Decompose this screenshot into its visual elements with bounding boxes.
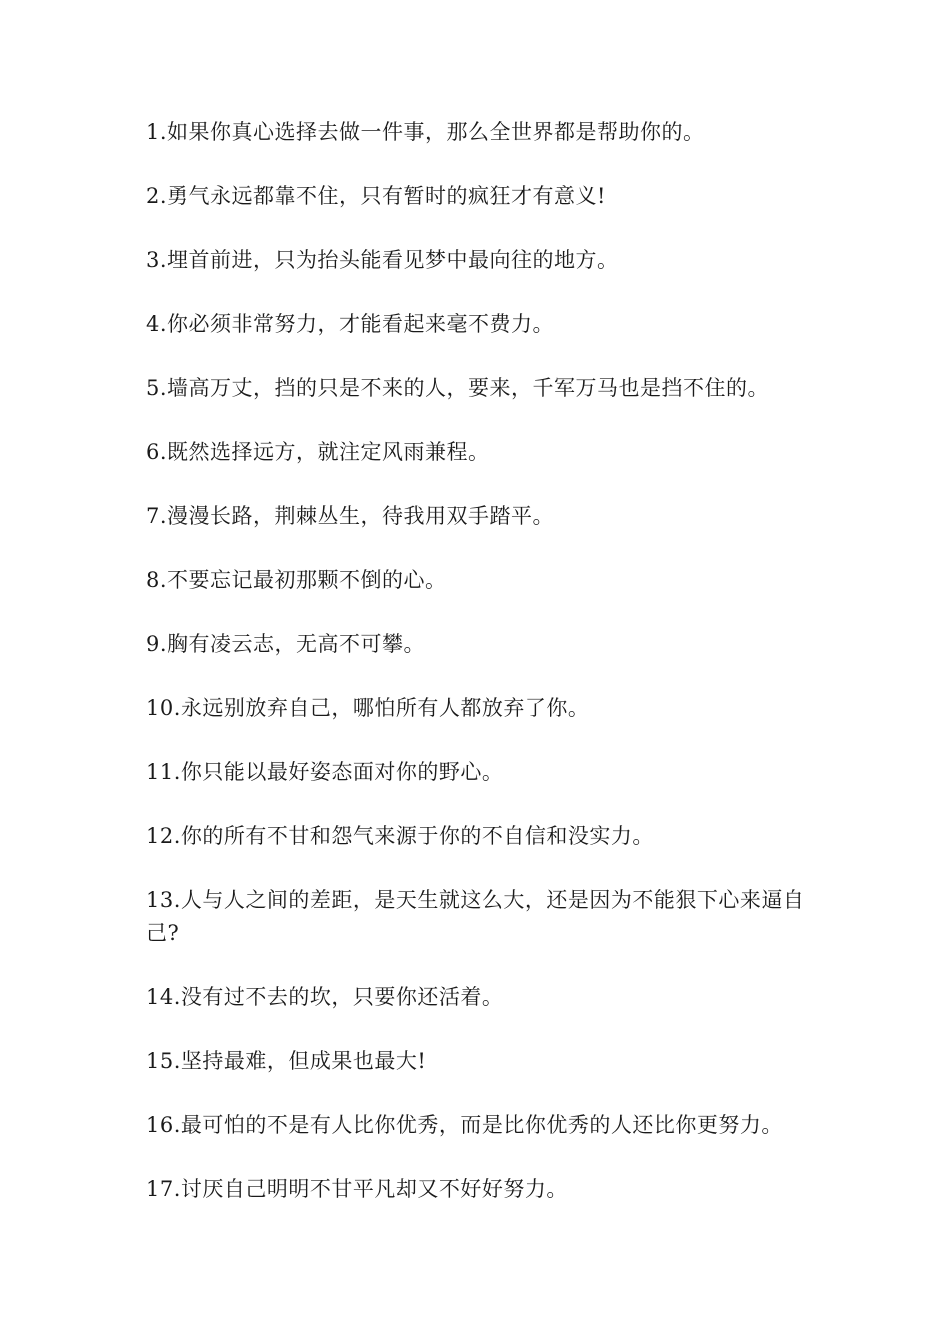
quote-item: 14.没有过不去的坎，只要你还活着。 (146, 985, 504, 1009)
quote-item: 7.漫漫长路，荆棘丛生，待我用双手踏平。 (146, 504, 555, 528)
quote-item: 12.你的所有不甘和怨气来源于你的不自信和没实力。 (146, 824, 654, 848)
quote-item: 2.勇气永远都靠不住，只有暂时的疯狂才有意义! (146, 184, 606, 208)
quote-item: 4.你必须非常努力，才能看起来毫不费力。 (146, 312, 555, 336)
quote-item: 10.永远别放弃自己，哪怕所有人都放弃了你。 (146, 696, 590, 720)
quote-item: 13.人与人之间的差距，是天生就这么大，还是因为不能狠下心来逼自己? (146, 888, 805, 945)
quote-item: 1.如果你真心选择去做一件事，那么全世界都是帮助你的。 (146, 120, 705, 144)
quote-item: 9.胸有凌云志，无高不可攀。 (146, 632, 426, 656)
quote-item: 15.坚持最难，但成果也最大! (146, 1049, 427, 1073)
quote-item: 8.不要忘记最初那颗不倒的心。 (146, 568, 447, 592)
quote-item: 6.既然选择远方，就注定风雨兼程。 (146, 440, 490, 464)
quote-list (146, 116, 816, 1237)
quote-item: 16.最可怕的不是有人比你优秀，而是比你优秀的人还比你更努力。 (146, 1113, 783, 1137)
quote-item: 3.埋首前进，只为抬头能看见梦中最向往的地方。 (146, 248, 619, 272)
quote-item: 5.墙高万丈，挡的只是不来的人，要来，千军万马也是挡不住的。 (146, 376, 770, 400)
quote-item: 17.讨厌自己明明不甘平凡却又不好好努力。 (146, 1177, 568, 1201)
quote-item: 11.你只能以最好姿态面对你的野心。 (146, 760, 504, 784)
